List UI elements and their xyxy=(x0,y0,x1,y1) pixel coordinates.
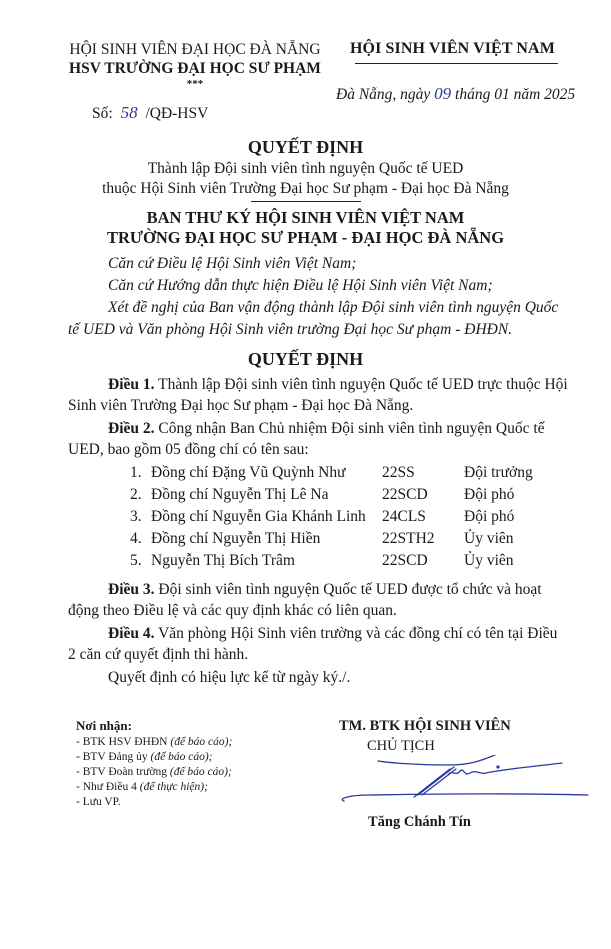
document-title: QUYẾT ĐỊNH xyxy=(247,137,364,157)
document-number xyxy=(92,103,208,123)
recipient-note: (để báo cáo); xyxy=(170,736,233,748)
legal-basis-3-cont: tế UED và Văn phòng Hội Sinh viên trường Đại học Sư phạm - ĐHĐN. xyxy=(68,321,513,338)
member-class: 24CLS xyxy=(382,508,426,525)
recipient-item xyxy=(76,781,208,793)
article-4 xyxy=(108,625,557,643)
member-class: 22SCD xyxy=(382,486,428,503)
recipient-item xyxy=(76,766,232,778)
org-left-line2: HSV TRƯỜNG ĐẠI HỌC SƯ PHẠM xyxy=(69,60,321,77)
legal-basis-1: Căn cứ Điều lệ Hội Sinh viên Việt Nam; xyxy=(108,255,357,272)
number-prefix: Số: xyxy=(92,105,113,122)
member-row xyxy=(0,508,611,529)
member-role: Đội phó xyxy=(464,508,515,525)
recipient-note: (để báo cáo); xyxy=(150,751,213,763)
org-left-line1: HỘI SINH VIÊN ĐẠI HỌC ĐÀ NẴNG xyxy=(69,41,321,58)
member-name: Nguyễn Thị Bích Trâm xyxy=(151,552,295,569)
article-1-text: Thành lập Đội sinh viên tình nguyện Quốc tế UED trực thuộc Hội xyxy=(158,376,568,393)
handwritten-signature xyxy=(330,755,600,805)
member-row xyxy=(0,552,611,573)
article-3-label: Điều 3. xyxy=(108,581,155,598)
issuer-line1: BAN THƯ KÝ HỘI SINH VIÊN VIỆT NAM xyxy=(146,208,465,227)
member-class: 22STH2 xyxy=(382,530,435,547)
member-role: Ủy viên xyxy=(464,530,514,547)
member-number: 5. xyxy=(130,552,142,569)
member-name: Đồng chí Đặng Vũ Quỳnh Như xyxy=(151,464,346,481)
article-1-label: Điều 1. xyxy=(108,376,155,393)
member-row xyxy=(0,486,611,507)
member-row xyxy=(0,530,611,551)
signature-stroke xyxy=(378,755,495,765)
article-3-text: Đội sinh viên tình nguyện Quốc tế UED được tổ chức và hoạt xyxy=(158,581,542,598)
date-line xyxy=(336,84,575,104)
issuing-organization xyxy=(60,40,330,90)
date-prefix: Đà Nẵng, ngày xyxy=(336,86,431,103)
member-number: 2. xyxy=(130,486,142,503)
recipients-title: Nơi nhận: xyxy=(76,718,132,733)
article-4-text: Văn phòng Hội Sinh viên trường và các đồng chí có tên tại Điều xyxy=(158,625,558,642)
date-day: 09 xyxy=(434,84,452,103)
member-row xyxy=(0,464,611,485)
member-number: 4. xyxy=(130,530,142,547)
number-value: 58 xyxy=(120,103,138,122)
recipient-item xyxy=(76,796,121,808)
member-role: Đội trưởng xyxy=(464,464,533,481)
article-1-cont: Sinh viên Trường Đại học Sư phạm - Đại học Đà Nẵng. xyxy=(68,397,414,414)
date-suffix: tháng 01 năm 2025 xyxy=(455,86,576,103)
recipient-name: - BTV Đoàn trường xyxy=(76,766,167,778)
member-class: 22SS xyxy=(382,464,415,481)
member-number: 1. xyxy=(130,464,142,481)
signature-stroke xyxy=(342,794,588,801)
signature-dot xyxy=(497,766,499,768)
article-3 xyxy=(108,581,542,599)
recipient-name: - BTV Đảng ủy xyxy=(76,751,148,763)
signer-name: Tăng Chánh Tín xyxy=(368,814,471,830)
article-4-label: Điều 4. xyxy=(108,625,155,642)
signature-stroke xyxy=(414,767,456,797)
effective-clause: Quyết định có hiệu lực kể từ ngày ký./. xyxy=(108,669,351,686)
article-2-label: Điều 2. xyxy=(108,420,155,437)
national-organization: HỘI SINH VIÊN VIỆT NAM xyxy=(350,40,555,57)
title-divider xyxy=(251,201,361,202)
article-3-cont: động theo Điều lệ và các quy định khác có liên quan. xyxy=(68,602,397,619)
member-role: Ủy viên xyxy=(464,552,514,569)
member-name: Đồng chí Nguyễn Thị Hiền xyxy=(151,530,321,547)
recipient-item xyxy=(76,751,212,763)
signature-stroke xyxy=(448,763,562,775)
recipient-note: (để báo cáo); xyxy=(169,766,232,778)
recipient-note: (để thực hiện); xyxy=(139,781,208,793)
recipient-name: - BTK HSV ĐHĐN xyxy=(76,736,168,748)
document-subtitle-line2: thuộc Hội Sinh viên Trường Đại học Sư phạm - Đại học Đà Nẵng xyxy=(102,180,509,197)
article-2 xyxy=(108,420,545,438)
member-name: Đồng chí Nguyễn Thị Lê Na xyxy=(151,486,329,503)
member-role: Đội phó xyxy=(464,486,515,503)
recipient-name: - Như Điều 4 xyxy=(76,781,137,793)
issuer-line2: TRƯỜNG ĐẠI HỌC SƯ PHẠM - ĐẠI HỌC ĐÀ NẴNG xyxy=(106,228,505,247)
legal-basis-3: Xét đề nghị của Ban vận động thành lập Đội sinh viên tình nguyện Quốc xyxy=(108,299,559,316)
article-1 xyxy=(108,376,568,394)
document-subtitle-line1: Thành lập Đội sinh viên tình nguyện Quốc tế UED xyxy=(147,160,464,177)
recipient-item xyxy=(76,736,232,748)
member-name: Đồng chí Nguyễn Gia Khánh Linh xyxy=(151,508,366,525)
signature-role: CHỦ TỊCH xyxy=(367,738,435,754)
article-2-text: Công nhận Ban Chủ nhiệm Đội sinh viên tình nguyện Quốc tế xyxy=(158,420,545,437)
article-4-cont: 2 căn cứ quyết định thi hành. xyxy=(68,646,249,663)
article-2-cont: UED, bao gồm 05 đồng chí có tên sau: xyxy=(68,441,309,458)
decision-heading: QUYẾT ĐỊNH xyxy=(247,349,364,369)
number-suffix: /QĐ-HSV xyxy=(145,105,209,122)
recipient-name: - Lưu VP. xyxy=(76,796,121,808)
member-number: 3. xyxy=(130,508,142,525)
legal-basis-2: Căn cứ Hướng dẫn thực hiện Điều lệ Hội Sinh viên Việt Nam; xyxy=(108,277,493,294)
stars-separator: *** xyxy=(186,78,204,90)
signature-on-behalf: TM. BTK HỘI SINH VIÊN xyxy=(339,718,511,734)
member-class: 22SCD xyxy=(382,552,428,569)
header-underline xyxy=(355,63,558,64)
